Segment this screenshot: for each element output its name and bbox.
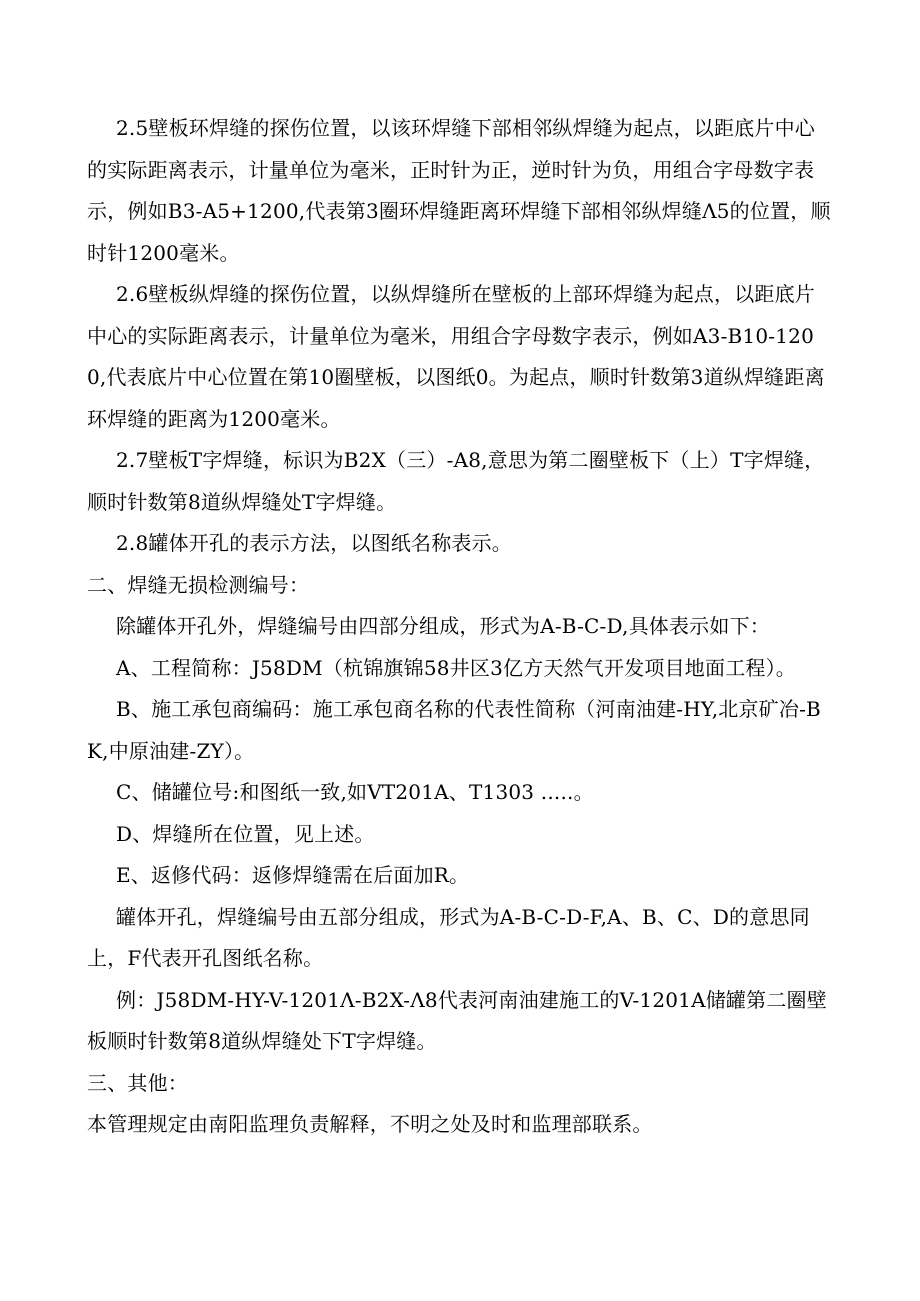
paragraph-item-d: D、焊缝所在位置，见上述。 [116, 821, 375, 846]
document-body [87, 108, 832, 1146]
paragraph-final-note: 本管理规定由南阳监理负责解释，不明之处及时和监理部联系。 [87, 1112, 653, 1136]
paragraph-example: 例：J58DM-HY-V-1201Λ-B2X-Λ8代表河南油建施工的V-1201A储罐第二圈壁板顺时针数第8道纵焊缝处下T字焊缝。 [87, 987, 827, 1053]
paragraph-weld-number-intro: 除罐体开孔外，焊缝编号由四部分组成，形式为A-B-C-D,具体表示如下： [116, 614, 770, 638]
paragraph-2-8: 2.8罐体开孔的表示方法，以图纸名称表示。 [116, 531, 513, 555]
paragraph-item-b: B、施工承包商编码：施工承包商名称的代表性简称（河南油建-HY,北京矿冶-BK,中原油建-ZY）。 [87, 697, 821, 763]
paragraph-2-7: 2.7壁板T字焊缝，标识为B2X（三）-A8,意思为第二圈壁板下（上）T字焊缝，顺时针数第8道纵焊缝处T字焊缝。 [87, 448, 825, 514]
section-heading-weld-numbering: 二、焊缝无损检测编号： [87, 572, 310, 597]
paragraph-item-c: C、储罐位号:和图纸一致,如VT201A、T1303 .....。 [116, 780, 594, 804]
paragraph-item-e: E、返修代码：返修焊缝需在后面加R。 [116, 863, 470, 887]
paragraph-2-6: 2.6壁板纵焊缝的探伤位置，以纵焊缝所在壁板的上部环焊缝为起点，以距底片中心的实际距离表示，计量单位为毫米，用组合字母数字表示，例如A3-B10-1200,代表底片中心位置在第10圈壁板，以图纸0。为起点，顺时针数第3道纵焊缝距离环焊缝的距离为1200毫米。 [87, 282, 825, 431]
paragraph-item-a: A、工程简称：J58DM（杭锦旗锦58井区3亿方天然气开发项目地面工程）。 [116, 655, 796, 680]
paragraph-2-5: 2.5壁板环焊缝的探伤位置，以该环焊缝下部相邻纵焊缝为起点，以距底片中心的实际距离表示，计量单位为毫米，正时针为正，逆时针为负，用组合字母数字表示，例如B3-A5+1200,代表第3圈环焊缝距离环焊缝下部相邻纵焊缝Λ5的位置，顺时针1200毫米。 [87, 116, 831, 265]
paragraph-tank-opening: 罐体开孔，焊缝编号由五部分组成，形式为A-B-C-D-F,A、B、C、D的意思同上，F代表开孔图纸名称。 [87, 904, 810, 970]
section-heading-other: 三、其他： [87, 1070, 188, 1095]
